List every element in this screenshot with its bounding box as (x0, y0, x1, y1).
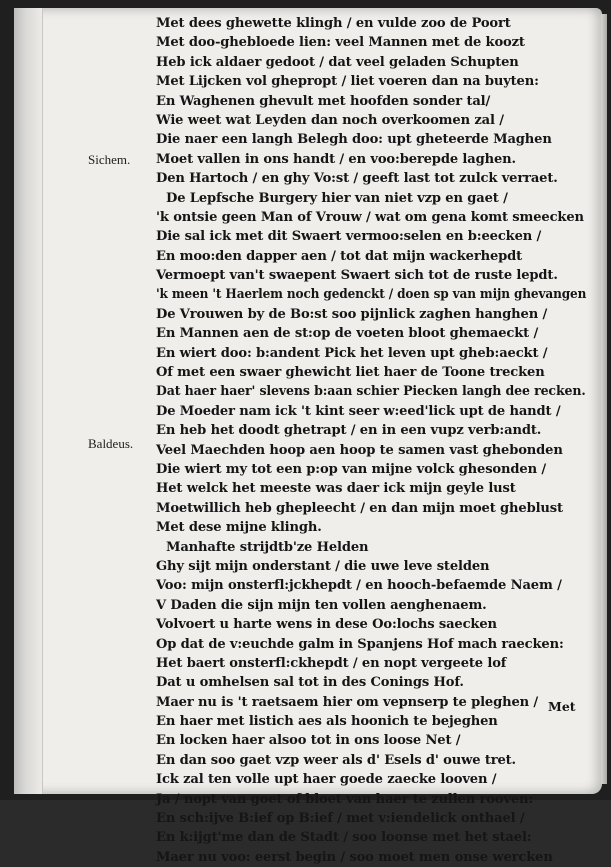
verse-line: Het welck het meeste was daer ick mijn geyle lust (156, 481, 516, 497)
verse-line: Volvoert u harte wens in dese Oo:lochs saecken (156, 617, 497, 633)
verse-line: Wie weet wat Leyden dan noch overkoomen zal / (156, 112, 504, 128)
verse-line: Die wiert my tot een p:op van mijne volck ghesonden / (156, 461, 546, 477)
verse-line: De Moeder nam ick 't kint seer w:eed'lick upt de handt / (156, 403, 561, 419)
verse-line: En locken haer alsoo tot in ons loose Net / (156, 733, 461, 749)
verse-line: Moetwillich heb ghepleecht / en dan mijn moet gheblust (156, 500, 563, 516)
verse-line: Heb ick aldaer gedoot / dat veel geladen Schupten (156, 54, 519, 70)
verse-line: Dat u omhelsen sal tot in des Conings Hof. (156, 675, 464, 691)
verse-line: En sch:ijve B:ief op B:ief / met v:iendelick onthael / (156, 811, 525, 827)
verse-line: Op dat de v:euchde galm in Spanjens Hof mach raecken: (156, 636, 564, 652)
verse-line: Vermoept van't swaepent Swaert sich tot de ruste lepdt. (156, 268, 558, 284)
verse-line: Het baert onsterfl:ckhepdt / en nopt vergeete lof (156, 655, 507, 671)
verse-line: Moet vallen in ons handt / en voo:berepde laghen. (156, 151, 516, 167)
verse-line: De Vrouwen by de Bo:st soo pijnlick zaghen hanghen / (156, 306, 548, 322)
verse-line: Veel Maechden hoop aen hoop te samen vast ghebonden (156, 442, 563, 458)
verse-line: En moo:den dapper aen / tot dat mijn wackerhepdt (156, 248, 523, 264)
verse-line: Ja / nopt van goet of bloet van haer te zullen rooven: (156, 791, 534, 807)
verse-line: En heb het doodt ghetrapt / en in een vupz verb:andt. (156, 423, 542, 439)
verse-line: En Mannen aen de st:op de voeten bloot ghemaeckt / (156, 326, 539, 342)
verse-line: Dat haer haer' slevens b:aan schier Piecken langh dee recken. (156, 384, 586, 400)
verse-line: En Waghenen ghevult met hoofden sonder tal/ (156, 93, 491, 109)
verse-line: Maer nu voo: eerst begin / soo moet men onse wercken (156, 849, 553, 865)
verse-line: Die naer een langh Belegh doo: upt gheteerde Maghen (156, 132, 552, 148)
verse-line: En dan soo gaet vzp weer als d' Esels d' ouwe tret. (156, 752, 516, 768)
verse-line: Den Hartoch / en ghy Vo:st / geeft last tot zulck verraet. (156, 171, 558, 187)
verse-line: De Lepfsche Burgery hier van niet vzp en gaet / (166, 190, 508, 206)
verse-line: Maer nu is 't raetsaem hier om vepnserp te pleghen / (156, 694, 539, 710)
verse-text (156, 14, 586, 867)
verse-line: 'k ontsie geen Man of Vrouw / wat om gena komt smeecken (156, 209, 584, 225)
verse-line: Manhafte strijdtb'ze Helden (166, 539, 369, 555)
verse-line: Ick zal ten volle upt haer goede zaecke looven / (156, 772, 497, 788)
book-gutter (14, 8, 43, 794)
page-edge (601, 14, 607, 784)
verse-line: Met Lijcken vol ghepropt / liet voeren dan na buyten: (156, 74, 539, 90)
catchword: Met (548, 699, 576, 714)
verse-line: En k:ijgt'me dan de Stadt / soo loonse met het stael: (156, 830, 532, 846)
verse-line: En haer met listich aes als hoonich te bejeghen (156, 714, 498, 730)
verse-line: Die sal ick met dit Swaert vermoo:selen en b:eecken / (156, 229, 542, 245)
verse-line: Voo: mijn onsterfl:jckhepdt / en hooch-befaemde Naem / (156, 578, 562, 594)
verse-line: V Daden die sijn mijn ten vollen aenghenaem. (156, 597, 487, 613)
speaker-label-baldeus: Baldeus. (88, 436, 134, 451)
verse-line: En wiert doo: b:andent Pick het leven upt gheb:aeckt / (156, 345, 548, 361)
verse-line: Met dese mijne klingh. (156, 520, 322, 536)
verse-line: Ghy sijt mijn onderstant / die uwe leve stelden (156, 558, 490, 574)
speaker-label-sichem: Sichem. (88, 152, 131, 167)
verse-line: Of met een swaer ghewicht liet haer de Toone trecken (156, 365, 545, 381)
verse-line: Met dees ghewette klingh / en vulde zoo de Poort (156, 16, 511, 31)
verse-line: Met doo-ghebloede lien: veel Mannen met de koozt (156, 35, 525, 51)
verse-line: 'k meen 't Haerlem noch gedenckt / doen sp van mijn ghevangen (156, 287, 587, 303)
